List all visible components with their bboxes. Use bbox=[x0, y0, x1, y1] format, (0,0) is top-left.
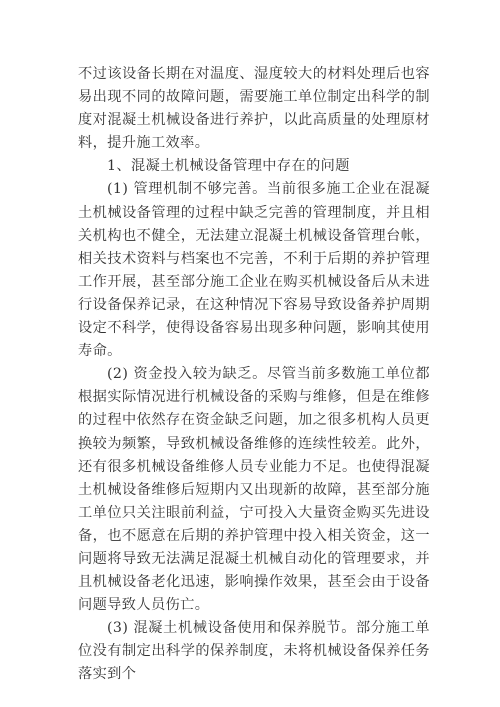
problem-item-3: (3) 混凝土机械设备使用和保养脱节。部分施工单位没有制定出科学的保养制度，未将机械设备保养任务落实到个 bbox=[78, 620, 430, 683]
section-heading: 1、混凝土机械设备管理中存在的问题 bbox=[107, 158, 350, 175]
problem-item-2: (2) 资金投入较为缺乏。尽管当前多数施工单位都根据实际情况进行机械设备的采购与维修，但是在维修的过程中依然存在资金缺乏问题，加之很多机构人员更换较为频繁，导致机械设备维修的连续性较差。此外，还有很多机械设备维修人员专业能力不足。也使得混凝土机械设备维修后短期内又出现新的故障，甚至部分施工单位只关注眼前利益，宁可投入大量资金购买先进设备，也不愿意在后期的养护管理中投入相关资金，这一问题将导致无法满足混凝土机械自动化的管理要求，并且机械设备老化迅速，影响操作效果，甚至会由于设备问题导致人员伤亡。 bbox=[78, 366, 430, 614]
intro-paragraph: 不过该设备长期在对温度、湿度较大的材料处理后也容易出现不同的故障问题，需要施工单位制定出科学的制度对混凝土机械设备进行养护，以此高质量的处理原材料，提升施工效率。 bbox=[78, 66, 430, 152]
document-body bbox=[78, 63, 430, 687]
problem-item-1: (1) 管理机制不够完善。当前很多施工企业在混凝土机械设备管理的过程中缺乏完善的管理制度，并且相关机构也不健全，无法建立混凝土机械设备管理台帐，相关技术资料与档案也不完善，不利于后期的养护管理工作开展，甚至部分施工企业在购买机械设备后从未进行设备保养记录，在这种情况下容易导致设备养护周期设定不科学，使得设备容易出现多种问题，影响其使用寿命。 bbox=[78, 181, 430, 360]
